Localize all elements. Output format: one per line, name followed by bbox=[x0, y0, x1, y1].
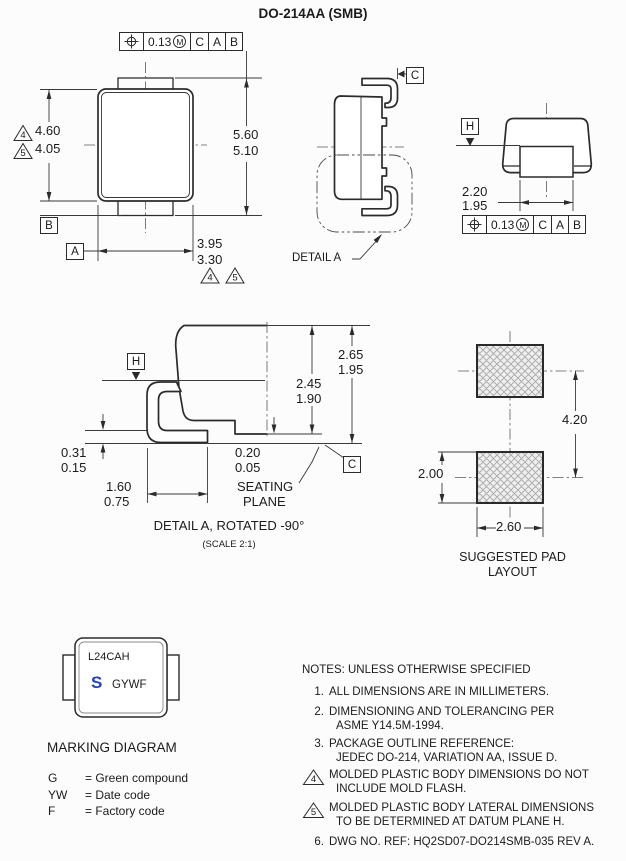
mmc-modifier-icon: M bbox=[516, 218, 529, 231]
dim-body-width-max: 3.95 bbox=[197, 236, 223, 251]
notes-header: NOTES: UNLESS OTHERWISE SPECIFIED bbox=[302, 664, 531, 676]
svg-text:5: 5 bbox=[310, 807, 317, 818]
legend-key: G bbox=[48, 771, 58, 785]
dim-pad-height: 2.00 bbox=[418, 466, 444, 481]
fcf-tolerance-value: 0.13 bbox=[148, 34, 172, 49]
seating-plane-label: SEATING bbox=[237, 479, 294, 494]
dim-lead-thickness-max: 0.31 bbox=[61, 445, 87, 460]
datum-b-label: B bbox=[40, 217, 58, 234]
dim-lead-width-max: 2.20 bbox=[462, 184, 488, 199]
flag-5-icon: 5 bbox=[20, 148, 26, 159]
datum-c-arrow-icon bbox=[398, 71, 405, 78]
fcf-datum-3: B bbox=[225, 33, 242, 50]
note-number: 1. bbox=[314, 686, 324, 698]
side-body-outline bbox=[335, 96, 387, 199]
marking-package bbox=[63, 638, 179, 717]
marking-diagram-title: MARKING DIAGRAM bbox=[47, 740, 177, 755]
flag-4-icon bbox=[302, 769, 329, 796]
dim-body-width-min: 3.30 bbox=[197, 252, 223, 267]
dim-pad-width: 2.60 bbox=[496, 519, 522, 534]
note-line: INCLUDE MOLD FLASH. bbox=[336, 782, 467, 795]
fcf-tolerance bbox=[486, 216, 533, 233]
marking-legend-row bbox=[48, 771, 188, 785]
legend-key: F bbox=[48, 804, 56, 818]
fcf-datum-2: A bbox=[208, 33, 225, 50]
datum-h-label: H bbox=[127, 353, 145, 370]
note-line: PACKAGE OUTLINE REFERENCE: bbox=[329, 738, 515, 750]
note-2 bbox=[302, 706, 554, 733]
side-view bbox=[317, 68, 412, 259]
detail-a-callout: DETAIL A bbox=[292, 252, 342, 264]
detail-body-outline bbox=[176, 326, 267, 435]
position-symbol-icon bbox=[463, 216, 486, 233]
dim-pad-pitch: 4.20 bbox=[562, 412, 588, 427]
end-lead-tab bbox=[520, 147, 573, 178]
fcf-tolerance-value: 0.13 bbox=[491, 217, 515, 232]
legend-value: = Factory code bbox=[85, 804, 165, 818]
marking-body-outline bbox=[75, 638, 167, 717]
page-title: DO-214AA (SMB) bbox=[258, 6, 368, 21]
dim-overall-length-min: 5.10 bbox=[233, 143, 259, 158]
datum-h-arrow-icon bbox=[132, 372, 140, 380]
note-line: MOLDED PLASTIC BODY LATERAL DIMENSIONS bbox=[329, 802, 594, 814]
front-view bbox=[14, 51, 262, 284]
pad-layout bbox=[438, 331, 584, 537]
feature-control-frame-top bbox=[119, 32, 243, 51]
dim-lead-width-min: 1.95 bbox=[462, 198, 488, 213]
dim-lead-thickness-min: 0.15 bbox=[61, 460, 87, 475]
fcf-datum-1: C bbox=[533, 216, 551, 233]
datum-a-label: A bbox=[66, 243, 84, 260]
datum-h-label: H bbox=[461, 118, 479, 135]
legend-value: = Date code bbox=[85, 788, 151, 802]
dim-overall-length-max: 5.60 bbox=[233, 127, 259, 142]
flag-4-icon: 4 bbox=[20, 130, 26, 141]
seating-plane-leader bbox=[299, 447, 319, 483]
fcf-datum-2: A bbox=[551, 216, 568, 233]
note-line: DIMENSIONING AND TOLERANCING PER bbox=[329, 706, 555, 718]
dim-body-height-min: 4.05 bbox=[35, 141, 61, 156]
marking-legend-row bbox=[48, 804, 165, 818]
brand-s-logo-icon: S bbox=[91, 673, 103, 692]
datum-h-arrow-icon bbox=[466, 138, 474, 146]
detail-view-scale: (SCALE 2:1) bbox=[202, 539, 256, 550]
position-symbol-icon bbox=[120, 33, 143, 50]
note-line: DWG NO. REF: HQ2SD07-DO214SMB-035 REV A. bbox=[329, 836, 595, 848]
feature-control-frame-end bbox=[462, 215, 586, 234]
note-number: 2. bbox=[314, 706, 324, 718]
note-number: 3. bbox=[314, 738, 324, 750]
note-number: 6. bbox=[314, 836, 324, 848]
datum-c-label: C bbox=[406, 67, 424, 84]
marking-left-terminal bbox=[63, 655, 75, 700]
note-5 bbox=[302, 802, 594, 829]
dim-body-height-max: 4.60 bbox=[35, 123, 61, 138]
flag-5-icon: 5 bbox=[232, 272, 238, 284]
note-3 bbox=[302, 738, 557, 765]
note-line: MOLDED PLASTIC BODY DIMENSIONS DO NOT bbox=[329, 769, 589, 781]
note-4 bbox=[302, 769, 589, 796]
marking-code: GYWF bbox=[112, 679, 147, 691]
pad-layout-title bbox=[440, 550, 585, 580]
marking-legend-row bbox=[48, 788, 150, 802]
note-line: TO BE DETERMINED AT DATUM PLANE H. bbox=[336, 815, 565, 828]
dim-overall-height-min: 1.95 bbox=[338, 362, 364, 377]
fcf-datum-1: C bbox=[190, 33, 208, 50]
dim-foot-length-max: 1.60 bbox=[106, 479, 132, 494]
pad-bottom bbox=[477, 452, 543, 503]
datum-c-label: C bbox=[343, 456, 361, 473]
mmc-modifier-icon: M bbox=[173, 35, 186, 48]
dim-foot-length-min: 0.75 bbox=[104, 494, 130, 509]
pad-top bbox=[477, 345, 543, 397]
marking-part-number: L24CAH bbox=[88, 651, 130, 663]
legend-value: = Green compound bbox=[85, 771, 189, 785]
note-line: ASME Y14.5M-1994. bbox=[336, 719, 444, 732]
legend-key: YW bbox=[48, 788, 68, 802]
flag-4-icon: 4 bbox=[207, 272, 213, 284]
marking-right-terminal bbox=[167, 655, 179, 700]
flag-5-icon bbox=[302, 802, 329, 829]
pad-layout-title-line2: LAYOUT bbox=[487, 565, 538, 579]
dim-body-standing-max: 2.45 bbox=[296, 376, 322, 391]
seating-plane-label: PLANE bbox=[243, 494, 286, 509]
detail-lead-outline bbox=[147, 382, 208, 443]
svg-text:4: 4 bbox=[310, 774, 317, 785]
detail-a-leader-arrow-icon bbox=[374, 234, 382, 243]
fcf-tolerance bbox=[143, 33, 190, 50]
detail-a-view bbox=[85, 322, 370, 503]
dim-body-standing-min: 1.90 bbox=[296, 391, 322, 406]
dim-overall-height-max: 2.65 bbox=[338, 347, 364, 362]
fcf-datum-3: B bbox=[568, 216, 585, 233]
note-6 bbox=[302, 836, 594, 850]
pad-layout-title-line1: SUGGESTED PAD bbox=[459, 550, 566, 564]
dim-standoff-max: 0.20 bbox=[235, 445, 261, 460]
dim-standoff-min: 0.05 bbox=[235, 460, 261, 475]
detail-view-title: DETAIL A, ROTATED -90° bbox=[153, 518, 305, 533]
note-line: JEDEC DO-214, VARIATION AA, ISSUE D. bbox=[336, 751, 558, 764]
front-body-outline bbox=[98, 89, 193, 201]
note-1 bbox=[302, 686, 549, 700]
note-line: ALL DIMENSIONS ARE IN MILLIMETERS. bbox=[329, 686, 550, 698]
